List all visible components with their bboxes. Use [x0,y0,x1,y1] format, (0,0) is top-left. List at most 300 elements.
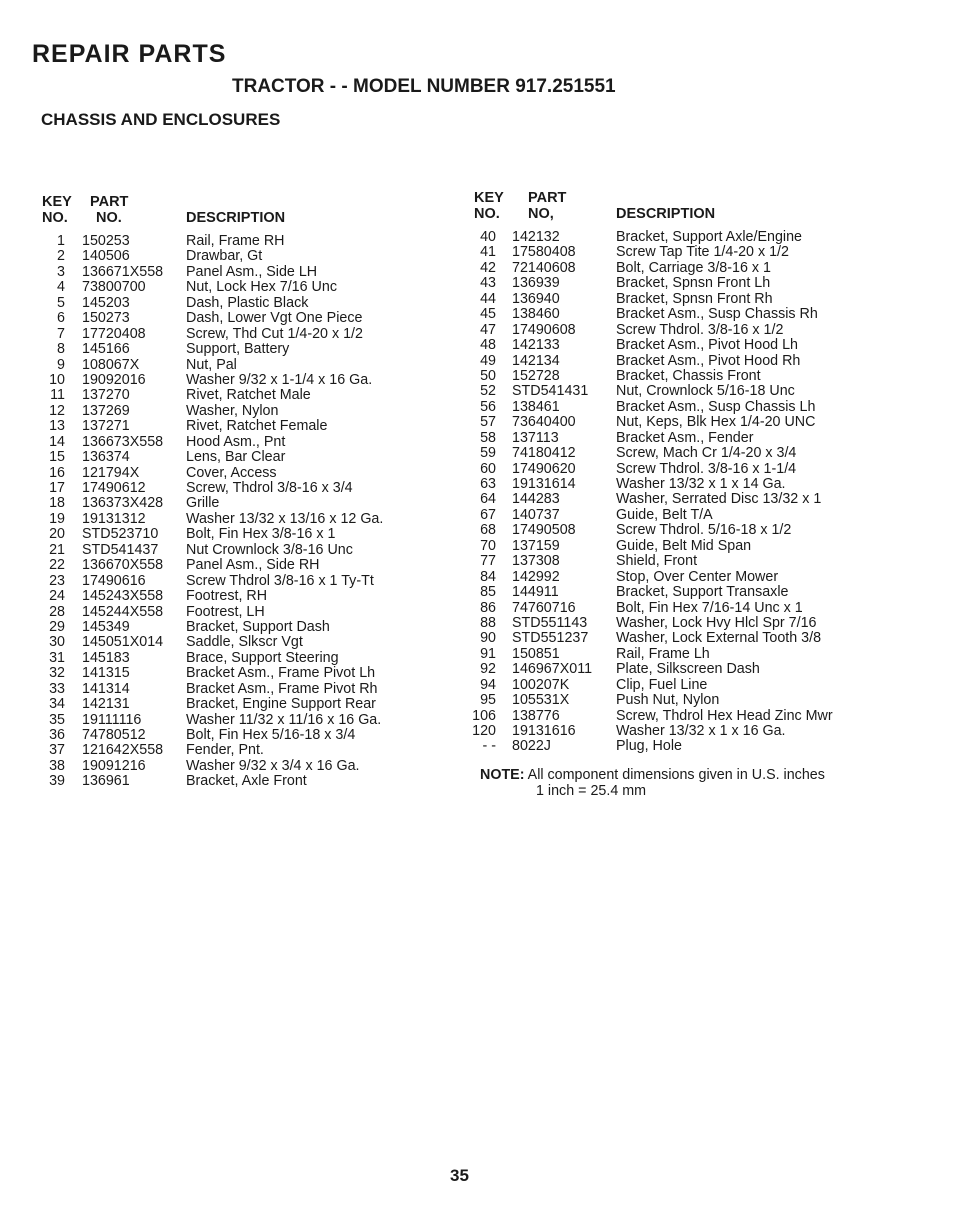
key-number: 88 [480,614,496,631]
part-description: Screw, Thdrol 3/8-16 x 3/4 [186,480,353,496]
table-row [470,647,890,662]
part-number: 137308 [512,553,560,570]
key-number: 49 [480,352,496,369]
table-row [470,508,890,523]
part-number: 152728 [512,367,560,384]
part-number: 73800700 [82,279,146,296]
part-description: Fender, Pnt. [186,742,264,759]
key-number: 47 [480,321,496,338]
key-number: 18 [49,495,65,512]
part-description: Washer, Lock Hvy Hlcl Spr 7/16 [616,614,817,631]
key-number: 13 [49,418,65,435]
table-row [470,570,890,585]
key-number: 32 [49,665,65,682]
part-description: Grille [186,495,220,512]
table-row [30,558,430,573]
part-header-line1: PART [528,190,567,206]
key-number: 3 [57,263,65,280]
part-description: Washer, Lock External Tooth 3/8 [616,630,822,647]
part-number: 72140608 [512,259,576,276]
table-row [470,631,890,646]
part-description: Clip, Fuel Line [616,676,708,693]
part-number: 8022J [512,738,551,755]
table-row [470,415,890,430]
key-number: - - [482,738,496,755]
part-number: 17490608 [512,321,576,338]
part-number: 145349 [82,618,130,635]
table-row [30,496,430,511]
key-number: 48 [480,337,496,354]
table-row [30,589,430,604]
part-number: 19131616 [512,723,576,739]
part-description: Rail, Frame RH [186,233,285,249]
table-row [470,384,890,399]
part-description: Nut Crownlock 3/8-16 Unc [186,541,353,558]
key-number: 52 [480,383,496,400]
parts-table-right [470,190,890,755]
part-number: 17490508 [512,522,576,539]
table-row [30,358,430,373]
table-row [30,311,430,326]
key-number: 50 [480,367,496,384]
part-description: Washer 13/32 x 1 x 16 Ga. [616,723,786,739]
part-number: 150273 [82,310,130,327]
part-number: 17720408 [82,325,146,342]
parts-list [30,234,430,790]
part-description: Bolt, Fin Hex 3/8-16 x 1 [186,526,336,543]
part-number: 136374 [82,449,130,466]
part-description: Nut, Crownlock 5/16-18 Unc [616,383,795,400]
key-number: 120 [472,723,496,739]
part-number: 136373X428 [82,495,164,512]
part-number: 145203 [82,294,130,311]
key-number: 58 [480,429,496,446]
part-number: 146967X011 [512,661,593,678]
description-header: DESCRIPTION [186,210,286,226]
part-number: 142131 [82,696,130,713]
model-subtitle: TRACTOR - - MODEL NUMBER 917.251551 [232,76,616,97]
key-number: 60 [480,460,496,477]
part-description: Hood Asm., Pnt [186,433,286,450]
table-row [470,585,890,600]
key-number: 85 [480,584,496,601]
part-number: 150851 [512,645,560,662]
key-number: 38 [49,757,65,774]
key-number: 28 [49,603,65,620]
table-row [30,728,430,743]
note-text: All component dimensions given in U.S. inches [527,767,825,783]
page-number: 35 [450,1166,469,1185]
key-number: 94 [480,676,496,693]
part-description: Plug, Hole [616,738,682,755]
part-number: 19131614 [512,476,576,492]
table-row [30,774,430,789]
part-header-line2: NO, [528,206,554,222]
key-number: 7 [57,325,65,342]
part-number: 142132 [512,229,560,245]
part-description: Screw Thdrol. 3/8-16 x 1-1/4 [616,460,797,477]
table-header [470,190,890,224]
part-description: Nut, Keps, Blk Hex 1/4-20 UNC [616,414,816,431]
part-header-line2: NO. [96,210,122,226]
table-row [470,446,890,461]
key-number: 14 [49,433,65,450]
part-number: STD541437 [82,541,159,558]
table-row [30,527,430,542]
key-header-line1: KEY [42,194,72,210]
table-row [470,292,890,307]
part-number: 121794X [82,464,140,481]
part-description: Bracket, Support Axle/Engine [616,229,802,245]
key-header-line2: NO. [42,210,68,226]
key-number: 20 [49,526,65,543]
table-row [30,635,430,650]
part-number: 144911 [512,584,559,601]
part-number: 145166 [82,341,130,358]
part-description: Rivet, Ratchet Female [186,418,328,435]
part-header-line1: PART [90,194,129,210]
part-number: 142992 [512,568,560,585]
table-row [30,249,430,264]
part-number: 138461 [512,398,560,415]
parts-table-left [30,194,430,790]
part-number: 17490612 [82,480,146,496]
part-description: Shield, Front [616,553,698,570]
part-description: Saddle, Slkscr Vgt [186,634,303,651]
table-row [30,388,430,403]
key-number: 95 [480,692,496,709]
part-number: 19091216 [82,757,146,774]
part-description: Bracket, Support Dash [186,618,330,635]
part-description: Bracket, Chassis Front [616,367,761,384]
table-row [470,616,890,631]
part-description: Nut, Lock Hex 7/16 Unc [186,279,337,296]
table-row [470,462,890,477]
part-description: Guide, Belt T/A [616,506,713,523]
table-row [470,354,890,369]
key-number: 10 [49,371,65,388]
part-number: 74180412 [512,445,576,462]
part-number: 137270 [82,387,130,404]
note-label: NOTE: [480,767,525,783]
part-number: STD551143 [512,614,588,631]
key-number: 86 [480,599,496,616]
table-row [30,327,430,342]
key-number: 8 [57,341,65,358]
key-number: 90 [480,630,496,647]
part-description: Footrest, RH [186,588,268,605]
part-number: 136961 [82,773,130,790]
part-description: Dash, Lower Vgt One Piece [186,310,363,327]
key-header-line1: KEY [474,190,504,206]
part-number: 19092016 [82,371,146,388]
table-row [470,400,890,415]
part-number: 144283 [512,491,560,508]
part-description: Bracket, Spnsn Front Rh [616,290,773,307]
part-number: 145051X014 [82,634,164,651]
part-description: Lens, Bar Clear [186,449,286,466]
key-number: 68 [480,522,496,539]
part-description: Screw Tap Tite 1/4-20 x 1/2 [616,244,789,261]
key-number: 63 [480,476,496,492]
table-row [470,492,890,507]
key-number: 15 [49,449,65,466]
table-row [30,435,430,450]
part-number: 145244X558 [82,603,164,620]
part-number: 17490616 [82,572,146,589]
part-description: Support, Battery [186,341,290,358]
table-row [30,280,430,295]
part-description: Bracket Asm., Fender [616,429,754,446]
note-conversion: 1 inch = 25.4 mm [536,783,647,799]
section-heading: CHASSIS AND ENCLOSURES [41,110,281,129]
part-number: 17490620 [512,460,576,477]
part-description: Washer 13/32 x 13/16 x 12 Ga. [186,510,384,527]
table-row [30,713,430,728]
part-description: Drawbar, Gt [186,248,263,265]
key-number: 57 [480,414,496,431]
part-description: Nut, Pal [186,356,237,373]
table-row [470,739,890,754]
table-row [30,682,430,697]
key-number: 36 [49,727,65,743]
table-row [30,697,430,712]
table-row [470,369,890,384]
part-number: 140737 [512,506,560,523]
part-description: Cover, Access [186,464,277,481]
table-row [30,759,430,774]
key-number: 106 [472,707,496,724]
part-description: Rivet, Ratchet Male [186,387,311,404]
key-number: 31 [49,649,65,666]
part-description: Bracket Asm., Susp Chassis Rh [616,306,818,323]
table-row [470,523,890,538]
part-number: 142133 [512,337,560,354]
key-number: 35 [49,711,65,728]
part-description: Push Nut, Nylon [616,692,720,709]
key-number: 56 [480,398,496,415]
part-description: Bolt, Carriage 3/8-16 x 1 [616,259,771,276]
key-number: 45 [480,306,496,323]
part-number: 137113 [512,429,559,446]
table-row [30,743,430,758]
key-number: 92 [480,661,496,678]
part-description: Dash, Plastic Black [186,294,309,311]
part-number: 136673X558 [82,433,164,450]
table-row [30,450,430,465]
key-number: 42 [480,259,496,276]
key-number: 59 [480,445,496,462]
part-number: 145243X558 [82,588,164,605]
key-header-line2: NO. [474,206,500,222]
part-number: 121642X558 [82,742,164,759]
part-description: Footrest, LH [186,603,265,620]
table-row [30,666,430,681]
table-row [470,539,890,554]
part-description: Washer, Serrated Disc 13/32 x 1 [616,491,822,508]
key-number: 12 [49,402,65,419]
key-number: 43 [480,275,496,292]
part-number: 136940 [512,290,560,307]
key-number: 84 [480,568,496,585]
part-description: Bracket Asm., Frame Pivot Rh [186,680,378,697]
table-row [470,477,890,492]
parts-list [470,230,890,755]
key-number: 5 [57,294,65,311]
part-description: Screw Thdrol. 3/8-16 x 1/2 [616,321,784,338]
table-row [470,601,890,616]
part-number: 142134 [512,352,560,369]
part-description: Guide, Belt Mid Span [616,537,752,554]
table-row [470,709,890,724]
table-row [470,693,890,708]
part-description: Brace, Support Steering [186,649,339,666]
part-number: 137159 [512,537,560,554]
table-row [470,261,890,276]
table-row [470,276,890,291]
table-row [30,543,430,558]
key-number: 17 [49,480,65,496]
part-description: Screw, Thdrol Hex Head Zinc Mwr [616,707,833,724]
part-description: Bracket Asm., Pivot Hood Lh [616,337,798,354]
key-number: 16 [49,464,65,481]
part-number: 74780512 [82,727,146,743]
table-row [30,605,430,620]
table-row [470,662,890,677]
part-description: Stop, Over Center Mower [616,568,779,585]
part-number: 73640400 [512,414,576,431]
table-row [470,245,890,260]
table-row [470,724,890,739]
part-description: Bracket, Support Transaxle [616,584,789,601]
part-number: 136670X558 [82,557,164,574]
key-number: 22 [49,557,65,574]
key-number: 2 [57,248,65,265]
part-number: 150253 [82,233,130,249]
part-description: Panel Asm., Side RH [186,557,320,574]
table-row [470,678,890,693]
table-row [30,404,430,419]
key-number: 30 [49,634,65,651]
key-number: 11 [50,387,65,404]
part-number: 138460 [512,306,560,323]
key-number: 67 [480,506,496,523]
table-row [30,342,430,357]
part-description: Plate, Silkscreen Dash [616,661,760,678]
key-number: 77 [480,553,496,570]
part-number: 141315 [82,665,130,682]
part-description: Screw Thdrol. 5/16-18 x 1/2 [616,522,792,539]
part-number: 100207K [512,676,570,693]
dimensions-note [480,767,825,799]
part-description: Panel Asm., Side LH [186,263,318,280]
table-row [30,373,430,388]
part-number: 108067X [82,356,140,373]
key-number: 44 [480,290,496,307]
table-row [30,481,430,496]
part-number: STD541431 [512,383,589,400]
table-row [470,323,890,338]
key-number: 40 [480,229,496,245]
part-number: 136939 [512,275,560,292]
table-row [470,230,890,245]
key-number: 41 [480,244,496,261]
key-number: 24 [49,588,65,605]
part-description: Washer 13/32 x 1 x 14 Ga. [616,476,786,492]
key-number: 9 [57,356,65,373]
key-number: 21 [49,541,65,558]
key-number: 37 [49,742,65,759]
table-row [30,234,430,249]
part-number: STD551237 [512,630,589,647]
part-description: Screw, Mach Cr 1/4-20 x 3/4 [616,445,797,462]
page-title: REPAIR PARTS [32,40,227,68]
part-number: 141314 [82,680,130,697]
part-number: 19111116 [82,711,142,728]
table-header [30,194,430,228]
part-description: Bracket, Engine Support Rear [186,696,376,713]
table-row [30,466,430,481]
part-description: Bolt, Fin Hex 5/16-18 x 3/4 [186,727,356,743]
key-number: 70 [480,537,496,554]
part-description: Rail, Frame Lh [616,645,710,662]
part-description: Washer 9/32 x 3/4 x 16 Ga. [186,757,360,774]
part-number: 145183 [82,649,130,666]
key-number: 64 [480,491,496,508]
key-number: 34 [49,696,65,713]
part-number: 138776 [512,707,560,724]
part-number: 140506 [82,248,130,265]
part-description: Screw, Thd Cut 1/4-20 x 1/2 [186,325,363,342]
table-row [30,651,430,666]
part-number: 105531X [512,692,570,709]
key-number: 39 [49,773,65,790]
part-description: Bracket Asm., Frame Pivot Lh [186,665,376,682]
description-header: DESCRIPTION [616,206,716,222]
part-number: 19131312 [82,510,146,527]
table-row [470,307,890,322]
key-number: 33 [49,680,65,697]
part-number: 17580408 [512,244,576,261]
part-number: 74760716 [512,599,576,616]
part-description: Bracket Asm., Pivot Hood Rh [616,352,801,369]
part-description: Bracket, Spnsn Front Lh [616,275,771,292]
table-row [470,554,890,569]
part-number: 137271 [82,418,130,435]
table-row [30,296,430,311]
part-description: Washer 11/32 x 11/16 x 16 Ga. [186,711,382,728]
part-description: Washer, Nylon [186,402,279,419]
key-number: 6 [57,310,65,327]
table-row [470,431,890,446]
table-row [30,574,430,589]
key-number: 91 [480,645,496,662]
part-description: Bracket Asm., Susp Chassis Lh [616,398,816,415]
key-number: 23 [49,572,65,589]
table-row [30,265,430,280]
part-description: Washer 9/32 x 1-1/4 x 16 Ga. [186,371,373,388]
table-row [30,512,430,527]
key-number: 1 [57,233,65,249]
table-row [30,419,430,434]
part-description: Bracket, Axle Front [186,773,307,790]
part-description: Bolt, Fin Hex 7/16-14 Unc x 1 [616,599,803,616]
part-number: STD523710 [82,526,159,543]
part-number: 137269 [82,402,130,419]
key-number: 19 [49,510,65,527]
key-number: 29 [49,618,65,635]
table-row [30,620,430,635]
